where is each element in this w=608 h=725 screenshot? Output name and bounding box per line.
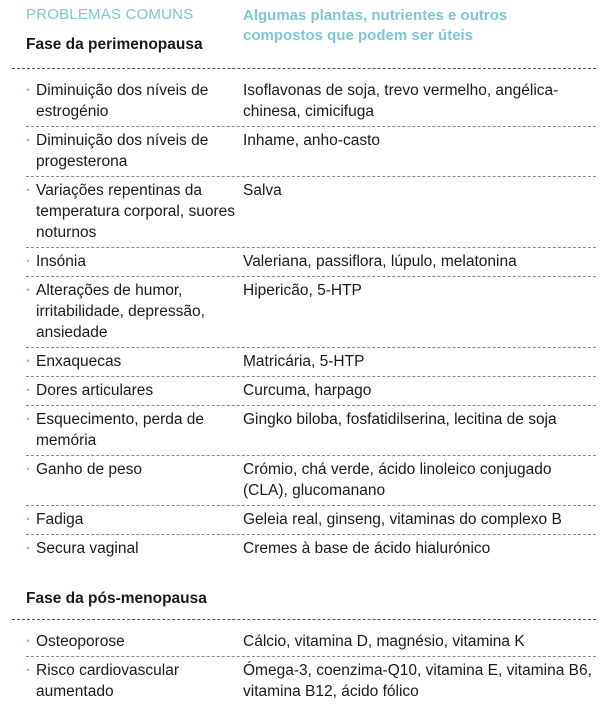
bullet-icon: ·: [26, 540, 32, 557]
bullet-icon: ·: [26, 82, 32, 99]
problem-cell: · Variações repentinas da temperatura corporal, suores noturnos: [26, 182, 236, 241]
row-divider: [26, 656, 596, 657]
problem-cell: · Alterações de humor, irritabilidade, depressão, ansiedade: [26, 282, 205, 341]
remedy-cell: Cremes à base de ácido hialurónico: [243, 540, 491, 557]
row-divider: [26, 455, 596, 456]
problem-cell: · Enxaquecas: [26, 353, 122, 370]
row-divider: [26, 376, 596, 377]
bullet-icon: ·: [26, 282, 32, 299]
remedy-cell: Ómega-3, coenzima-Q10, vitamina E, vitamina B6, vitamina B12, ácido fólico: [243, 662, 592, 700]
problem-cell: · Risco cardiovascular aumentado: [26, 662, 179, 700]
remedy-cell: Geleia real, ginseng, vitaminas do complexo B: [243, 511, 562, 528]
section-title-perimenopause: Fase da perimenopausa: [26, 36, 203, 53]
bullet-icon: ·: [26, 353, 32, 370]
remedy-cell: Salva: [243, 182, 282, 199]
row-divider: [26, 505, 596, 506]
problem-cell: · Dores articulares: [26, 382, 154, 399]
bullet-icon: ·: [26, 132, 32, 149]
row-divider: [26, 126, 596, 127]
remedy-cell: Curcuma, harpago: [243, 382, 372, 399]
bullet-icon: ·: [26, 382, 32, 399]
section-divider: [12, 68, 596, 69]
bullet-icon: ·: [26, 461, 32, 478]
problem-cell: · Osteoporose: [26, 633, 125, 650]
remedy-cell: Inhame, anho-casto: [243, 132, 381, 149]
column-header-remedies: Algumas plantas, nutrientes e outros compostos que podem ser úteis: [243, 7, 508, 44]
remedy-cell: Matricária, 5-HTP: [243, 353, 365, 370]
remedy-cell: Isoflavonas de soja, trevo vermelho, angélica-chinesa, cimicifuga: [243, 82, 559, 120]
bullet-icon: ·: [26, 253, 32, 270]
section-title-postmenopause: Fase da pós-menopausa: [26, 590, 207, 607]
row-divider: [26, 405, 596, 406]
remedy-cell: Cálcio, vitamina D, magnésio, vitamina K: [243, 633, 525, 650]
bullet-icon: ·: [26, 633, 32, 650]
problem-cell: · Fadiga: [26, 511, 84, 528]
row-divider: [26, 276, 596, 277]
bullet-icon: ·: [26, 662, 32, 679]
remedy-cell: Valeriana, passiflora, lúpulo, melatonina: [243, 253, 517, 270]
section-divider: [12, 619, 596, 620]
problem-cell: · Ganho de peso: [26, 461, 143, 478]
problem-cell: · Insónia: [26, 253, 86, 270]
problem-cell: · Secura vaginal: [26, 540, 139, 557]
problem-cell: · Diminuição dos níveis de estrogénio: [26, 82, 209, 120]
row-divider: [26, 534, 596, 535]
bullet-icon: ·: [26, 411, 32, 428]
problem-cell: · Esquecimento, perda de memória: [26, 411, 205, 449]
remedy-cell: Crómio, chá verde, ácido linoleico conjugado (CLA), glucomanano: [243, 461, 552, 499]
problem-cell: · Diminuição dos níveis de progesterona: [26, 132, 209, 170]
remedy-cell: Hipericão, 5-HTP: [243, 282, 362, 299]
row-divider: [26, 176, 596, 177]
bullet-icon: ·: [26, 511, 32, 528]
remedy-cell: Gingko biloba, fosfatidilserina, lecitina de soja: [243, 411, 557, 428]
row-divider: [26, 247, 596, 248]
column-header-problems: PROBLEMAS COMUNS: [26, 6, 194, 23]
bullet-icon: ·: [26, 182, 32, 199]
row-divider: [26, 347, 596, 348]
